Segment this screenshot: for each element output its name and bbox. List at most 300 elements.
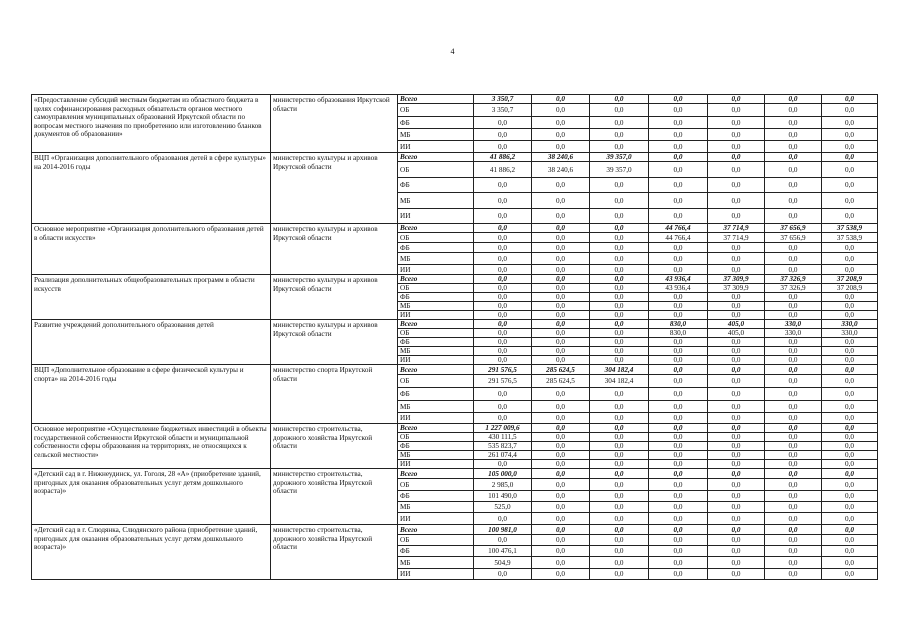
funding-source-cell: МБ	[398, 129, 474, 141]
amount-cell: 0,0	[649, 375, 708, 388]
amount-cell: 0,0	[532, 141, 590, 153]
amount-cell: 0,0	[708, 375, 765, 388]
amount-cell: 0,0	[532, 469, 590, 479]
amount-cell: 0,0	[765, 178, 822, 193]
amount-cell: 0,0	[474, 535, 532, 546]
responsible-executor-cell: министерство строительства, дорожного хозяйства Иркутской области	[271, 469, 398, 525]
amount-cell: 43 936,4	[649, 275, 708, 284]
table-row	[32, 95, 878, 104]
amount-cell: 0,0	[708, 546, 765, 557]
amount-cell: 0,0	[532, 302, 590, 311]
amount-cell: 0,0	[590, 424, 649, 433]
amount-cell: 0,0	[590, 513, 649, 525]
amount-cell: 0,0	[649, 265, 708, 275]
responsible-executor-cell: министерство культуры и архивов Иркутской области	[271, 320, 398, 365]
amount-cell: 37 656,9	[765, 224, 822, 233]
amount-cell: 0,0	[590, 129, 649, 141]
amount-cell: 0,0	[474, 233, 532, 243]
amount-cell: 330,0	[765, 329, 822, 338]
amount-cell: 0,0	[474, 209, 532, 224]
funding-source-cell: ФБ	[398, 178, 474, 193]
amount-cell: 304 182,4	[590, 375, 649, 388]
amount-cell: 44 766,4	[649, 233, 708, 243]
amount-cell: 0,0	[532, 329, 590, 338]
funding-source-cell: Всего	[398, 525, 474, 535]
amount-cell: 37 326,9	[765, 284, 822, 293]
amount-cell: 0,0	[822, 302, 878, 311]
amount-cell: 0,0	[590, 224, 649, 233]
funding-source-cell: МБ	[398, 347, 474, 356]
program-name-cell: Основное мероприятие «Организация дополнительного образования детей в области искусств»	[32, 224, 271, 275]
amount-cell: 37 309,9	[708, 284, 765, 293]
amount-cell: 0,0	[708, 178, 765, 193]
amount-cell: 0,0	[649, 442, 708, 451]
amount-cell: 100 476,1	[474, 546, 532, 557]
program-name-cell: Реализация дополнительных общеобразовательных программ в области искусств	[32, 275, 271, 320]
amount-cell: 0,0	[532, 275, 590, 284]
funding-source-cell: Всего	[398, 469, 474, 479]
amount-cell: 291 576,5	[474, 365, 532, 375]
amount-cell: 38 240,6	[532, 162, 590, 178]
amount-cell: 0,0	[822, 338, 878, 347]
amount-cell: 0,0	[822, 193, 878, 209]
funding-source-cell: ОБ	[398, 233, 474, 243]
amount-cell: 0,0	[590, 233, 649, 243]
amount-cell: 0,0	[474, 320, 532, 329]
amount-cell: 0,0	[765, 424, 822, 433]
funding-source-cell: ФБ	[398, 491, 474, 502]
amount-cell: 0,0	[649, 338, 708, 347]
funding-source-cell: ОБ	[398, 433, 474, 442]
page-number: 4	[450, 47, 455, 56]
amount-cell: 0,0	[765, 104, 822, 117]
amount-cell: 0,0	[590, 253, 649, 265]
amount-cell: 0,0	[765, 153, 822, 162]
amount-cell: 525,0	[474, 502, 532, 513]
amount-cell: 0,0	[822, 356, 878, 365]
amount-cell: 0,0	[590, 347, 649, 356]
amount-cell: 0,0	[590, 356, 649, 365]
amount-cell: 0,0	[474, 311, 532, 320]
amount-cell: 0,0	[532, 178, 590, 193]
amount-cell: 0,0	[708, 117, 765, 129]
amount-cell: 0,0	[708, 265, 765, 275]
amount-cell: 0,0	[822, 442, 878, 451]
amount-cell: 0,0	[532, 502, 590, 513]
amount-cell: 0,0	[474, 401, 532, 413]
responsible-executor-cell: министерство культуры и архивов Иркутской области	[271, 224, 398, 275]
funding-source-cell: ИИ	[398, 311, 474, 320]
amount-cell: 0,0	[765, 302, 822, 311]
amount-cell: 0,0	[708, 293, 765, 302]
amount-cell: 41 886,2	[474, 153, 532, 162]
amount-cell: 0,0	[822, 243, 878, 253]
amount-cell: 2 985,0	[474, 479, 532, 491]
amount-cell: 0,0	[532, 193, 590, 209]
amount-cell: 0,0	[765, 365, 822, 375]
amount-cell: 0,0	[532, 569, 590, 580]
amount-cell: 0,0	[765, 117, 822, 129]
amount-cell: 0,0	[532, 413, 590, 424]
funding-source-cell: ФБ	[398, 117, 474, 129]
amount-cell: 0,0	[649, 460, 708, 469]
amount-cell: 0,0	[590, 265, 649, 275]
amount-cell: 0,0	[822, 401, 878, 413]
amount-cell: 0,0	[532, 479, 590, 491]
amount-cell: 0,0	[474, 569, 532, 580]
amount-cell: 0,0	[474, 293, 532, 302]
amount-cell: 0,0	[708, 569, 765, 580]
amount-cell: 0,0	[822, 104, 878, 117]
amount-cell: 330,0	[822, 320, 878, 329]
funding-source-cell: ОБ	[398, 329, 474, 338]
funding-source-cell: ОБ	[398, 104, 474, 117]
amount-cell: 0,0	[765, 502, 822, 513]
funding-source-cell: ФБ	[398, 338, 474, 347]
funding-source-cell: МБ	[398, 451, 474, 460]
responsible-executor-cell: министерство строительства, дорожного хозяйства Иркутской области	[271, 424, 398, 469]
amount-cell: 39 357,0	[590, 162, 649, 178]
amount-cell: 0,0	[708, 433, 765, 442]
amount-cell: 0,0	[649, 525, 708, 535]
amount-cell: 1 227 009,6	[474, 424, 532, 433]
funding-source-cell: ОБ	[398, 535, 474, 546]
amount-cell: 0,0	[532, 243, 590, 253]
program-name-cell: ВЦП «Организация дополнительного образования детей в сфере культуры» на 2014-2016 годы	[32, 153, 271, 224]
amount-cell: 0,0	[822, 178, 878, 193]
amount-cell: 0,0	[590, 442, 649, 451]
amount-cell: 0,0	[590, 329, 649, 338]
amount-cell: 0,0	[590, 469, 649, 479]
amount-cell: 3 350,7	[474, 95, 532, 104]
amount-cell: 0,0	[532, 129, 590, 141]
amount-cell: 0,0	[590, 433, 649, 442]
amount-cell: 0,0	[822, 424, 878, 433]
amount-cell: 37 309,9	[708, 275, 765, 284]
responsible-executor-cell: министерство образования Иркутской области	[271, 95, 398, 153]
amount-cell: 0,0	[474, 178, 532, 193]
amount-cell: 0,0	[474, 193, 532, 209]
amount-cell: 0,0	[765, 569, 822, 580]
amount-cell: 0,0	[708, 141, 765, 153]
amount-cell: 0,0	[765, 525, 822, 535]
amount-cell: 37 208,9	[822, 275, 878, 284]
amount-cell: 0,0	[708, 302, 765, 311]
amount-cell: 0,0	[649, 502, 708, 513]
amount-cell: 0,0	[765, 479, 822, 491]
amount-cell: 0,0	[474, 284, 532, 293]
amount-cell: 0,0	[708, 401, 765, 413]
amount-cell: 0,0	[649, 95, 708, 104]
amount-cell: 0,0	[822, 293, 878, 302]
amount-cell: 0,0	[590, 535, 649, 546]
amount-cell: 0,0	[649, 311, 708, 320]
amount-cell: 0,0	[765, 338, 822, 347]
amount-cell: 0,0	[649, 451, 708, 460]
amount-cell: 0,0	[532, 491, 590, 502]
amount-cell: 0,0	[765, 356, 822, 365]
amount-cell: 0,0	[822, 451, 878, 460]
amount-cell: 44 766,4	[649, 224, 708, 233]
funding-source-cell: Всего	[398, 365, 474, 375]
amount-cell: 0,0	[765, 253, 822, 265]
amount-cell: 0,0	[708, 95, 765, 104]
amount-cell: 0,0	[822, 347, 878, 356]
amount-cell: 0,0	[532, 451, 590, 460]
amount-cell: 0,0	[765, 388, 822, 401]
funding-source-cell: Всего	[398, 153, 474, 162]
amount-cell: 0,0	[708, 347, 765, 356]
amount-cell: 504,9	[474, 557, 532, 569]
funding-source-cell: Всего	[398, 224, 474, 233]
amount-cell: 0,0	[474, 243, 532, 253]
amount-cell: 0,0	[822, 525, 878, 535]
funding-source-cell: Всего	[398, 424, 474, 433]
amount-cell: 0,0	[590, 178, 649, 193]
amount-cell: 0,0	[649, 433, 708, 442]
amount-cell: 37 538,9	[822, 224, 878, 233]
amount-cell: 0,0	[765, 413, 822, 424]
amount-cell: 0,0	[532, 320, 590, 329]
amount-cell: 0,0	[708, 104, 765, 117]
amount-cell: 0,0	[532, 209, 590, 224]
table-row	[32, 224, 878, 233]
amount-cell: 0,0	[474, 329, 532, 338]
amount-cell: 0,0	[822, 433, 878, 442]
amount-cell: 0,0	[708, 469, 765, 479]
program-name-cell: Основное мероприятие «Осуществление бюджетных инвестиций в объекты государственной собственности Иркутской области и муниципальной собственности сферы образования на территориях, не относящихся к сельской местности»	[32, 424, 271, 469]
amount-cell: 0,0	[708, 209, 765, 224]
amount-cell: 0,0	[765, 433, 822, 442]
funding-source-cell: ФБ	[398, 243, 474, 253]
funding-source-cell: ОБ	[398, 479, 474, 491]
amount-cell: 0,0	[822, 513, 878, 525]
amount-cell: 0,0	[649, 469, 708, 479]
amount-cell: 0,0	[532, 293, 590, 302]
amount-cell: 0,0	[532, 311, 590, 320]
amount-cell: 0,0	[765, 265, 822, 275]
amount-cell: 0,0	[590, 525, 649, 535]
funding-source-cell: МБ	[398, 401, 474, 413]
amount-cell: 0,0	[649, 546, 708, 557]
amount-cell: 0,0	[474, 117, 532, 129]
program-name-cell: ВЦП «Дополнительное образование в сфере физической культуры и спорта» на 2014-2016 годы	[32, 365, 271, 424]
amount-cell: 0,0	[590, 557, 649, 569]
funding-source-cell: Всего	[398, 275, 474, 284]
amount-cell: 0,0	[532, 104, 590, 117]
amount-cell: 0,0	[708, 491, 765, 502]
amount-cell: 330,0	[822, 329, 878, 338]
amount-cell: 0,0	[649, 153, 708, 162]
amount-cell: 41 886,2	[474, 162, 532, 178]
amount-cell: 0,0	[649, 209, 708, 224]
amount-cell: 0,0	[532, 525, 590, 535]
amount-cell: 0,0	[649, 557, 708, 569]
amount-cell: 405,0	[708, 329, 765, 338]
amount-cell: 0,0	[822, 491, 878, 502]
responsible-executor-cell: министерство спорта Иркутской области	[271, 365, 398, 424]
amount-cell: 0,0	[649, 413, 708, 424]
amount-cell: 0,0	[474, 388, 532, 401]
amount-cell: 0,0	[532, 253, 590, 265]
amount-cell: 37 714,9	[708, 233, 765, 243]
amount-cell: 0,0	[649, 117, 708, 129]
amount-cell: 0,0	[822, 141, 878, 153]
amount-cell: 0,0	[708, 193, 765, 209]
table-row	[32, 469, 878, 479]
funding-source-cell: ФБ	[398, 546, 474, 557]
amount-cell: 0,0	[532, 557, 590, 569]
amount-cell: 101 490,0	[474, 491, 532, 502]
amount-cell: 0,0	[765, 375, 822, 388]
amount-cell: 0,0	[649, 162, 708, 178]
funding-source-cell: ИИ	[398, 141, 474, 153]
amount-cell: 0,0	[590, 320, 649, 329]
amount-cell: 0,0	[474, 129, 532, 141]
amount-cell: 0,0	[649, 302, 708, 311]
amount-cell: 0,0	[532, 401, 590, 413]
table-row	[32, 424, 878, 433]
budget-table	[31, 94, 878, 580]
amount-cell: 0,0	[474, 347, 532, 356]
program-name-cell: Развитие учреждений дополнительного образования детей	[32, 320, 271, 365]
amount-cell: 0,0	[649, 491, 708, 502]
amount-cell: 0,0	[708, 243, 765, 253]
amount-cell: 0,0	[649, 424, 708, 433]
amount-cell: 0,0	[708, 253, 765, 265]
funding-source-cell: ИИ	[398, 513, 474, 525]
amount-cell: 0,0	[532, 356, 590, 365]
amount-cell: 0,0	[649, 104, 708, 117]
amount-cell: 0,0	[590, 569, 649, 580]
amount-cell: 0,0	[590, 546, 649, 557]
amount-cell: 37 208,9	[822, 284, 878, 293]
amount-cell: 43 936,4	[649, 284, 708, 293]
funding-source-cell: ИИ	[398, 569, 474, 580]
amount-cell: 0,0	[649, 129, 708, 141]
amount-cell: 0,0	[765, 311, 822, 320]
amount-cell: 0,0	[590, 502, 649, 513]
amount-cell: 0,0	[532, 513, 590, 525]
amount-cell: 0,0	[590, 117, 649, 129]
funding-source-cell: ФБ	[398, 293, 474, 302]
amount-cell: 0,0	[822, 502, 878, 513]
amount-cell: 0,0	[822, 479, 878, 491]
amount-cell: 0,0	[532, 546, 590, 557]
amount-cell: 0,0	[532, 284, 590, 293]
amount-cell: 405,0	[708, 320, 765, 329]
amount-cell: 304 182,4	[590, 365, 649, 375]
amount-cell: 285 624,5	[532, 375, 590, 388]
amount-cell: 0,0	[649, 513, 708, 525]
amount-cell: 0,0	[590, 209, 649, 224]
funding-source-cell: ИИ	[398, 460, 474, 469]
amount-cell: 0,0	[708, 153, 765, 162]
amount-cell: 0,0	[822, 162, 878, 178]
funding-source-cell: ФБ	[398, 388, 474, 401]
amount-cell: 0,0	[765, 491, 822, 502]
amount-cell: 0,0	[822, 569, 878, 580]
amount-cell: 0,0	[590, 388, 649, 401]
amount-cell: 0,0	[765, 535, 822, 546]
amount-cell: 0,0	[765, 513, 822, 525]
table-row	[32, 320, 878, 329]
amount-cell: 0,0	[474, 253, 532, 265]
amount-cell: 37 326,9	[765, 275, 822, 284]
funding-source-cell: МБ	[398, 193, 474, 209]
amount-cell: 0,0	[708, 442, 765, 451]
amount-cell: 0,0	[590, 141, 649, 153]
responsible-executor-cell: министерство культуры и архивов Иркутской области	[271, 275, 398, 320]
amount-cell: 0,0	[822, 535, 878, 546]
amount-cell: 0,0	[590, 413, 649, 424]
amount-cell: 0,0	[822, 469, 878, 479]
amount-cell: 0,0	[474, 141, 532, 153]
amount-cell: 0,0	[474, 302, 532, 311]
amount-cell: 0,0	[765, 129, 822, 141]
amount-cell: 0,0	[532, 265, 590, 275]
amount-cell: 0,0	[474, 413, 532, 424]
funding-source-cell: ИИ	[398, 209, 474, 224]
amount-cell: 0,0	[590, 479, 649, 491]
table-row	[32, 275, 878, 284]
amount-cell: 0,0	[708, 413, 765, 424]
amount-cell: 0,0	[474, 356, 532, 365]
funding-source-cell: ОБ	[398, 284, 474, 293]
amount-cell: 0,0	[649, 193, 708, 209]
amount-cell: 0,0	[649, 479, 708, 491]
program-name-cell: «Детский сад в г. Нижнеудинск, ул. Гоголя, 28 «А» (приобретение зданий, пригодных для оказания образовательных услуг детям дошкольного возраста)»	[32, 469, 271, 525]
amount-cell: 0,0	[822, 413, 878, 424]
amount-cell: 37 538,9	[822, 233, 878, 243]
funding-source-cell: Всего	[398, 95, 474, 104]
amount-cell: 0,0	[765, 243, 822, 253]
amount-cell: 0,0	[765, 469, 822, 479]
amount-cell: 0,0	[822, 546, 878, 557]
amount-cell: 0,0	[765, 293, 822, 302]
amount-cell: 0,0	[822, 265, 878, 275]
amount-cell: 0,0	[590, 401, 649, 413]
amount-cell: 0,0	[590, 284, 649, 293]
amount-cell: 0,0	[708, 388, 765, 401]
amount-cell: 0,0	[532, 233, 590, 243]
amount-cell: 0,0	[474, 460, 532, 469]
amount-cell: 0,0	[765, 401, 822, 413]
amount-cell: 0,0	[765, 557, 822, 569]
funding-source-cell: ОБ	[398, 375, 474, 388]
amount-cell: 0,0	[649, 569, 708, 580]
amount-cell: 0,0	[765, 451, 822, 460]
amount-cell: 0,0	[822, 209, 878, 224]
amount-cell: 0,0	[765, 162, 822, 178]
amount-cell: 0,0	[822, 460, 878, 469]
amount-cell: 0,0	[532, 424, 590, 433]
amount-cell: 0,0	[708, 513, 765, 525]
amount-cell: 0,0	[765, 546, 822, 557]
amount-cell: 0,0	[822, 129, 878, 141]
responsible-executor-cell: министерство строительства, дорожного хозяйства Иркутской области	[271, 525, 398, 580]
amount-cell: 0,0	[590, 460, 649, 469]
amount-cell: 0,0	[649, 401, 708, 413]
amount-cell: 0,0	[532, 338, 590, 347]
amount-cell: 0,0	[822, 95, 878, 104]
amount-cell: 0,0	[649, 388, 708, 401]
amount-cell: 0,0	[822, 311, 878, 320]
amount-cell: 0,0	[590, 104, 649, 117]
amount-cell: 0,0	[649, 243, 708, 253]
amount-cell: 0,0	[474, 513, 532, 525]
funding-source-cell: ФБ	[398, 442, 474, 451]
